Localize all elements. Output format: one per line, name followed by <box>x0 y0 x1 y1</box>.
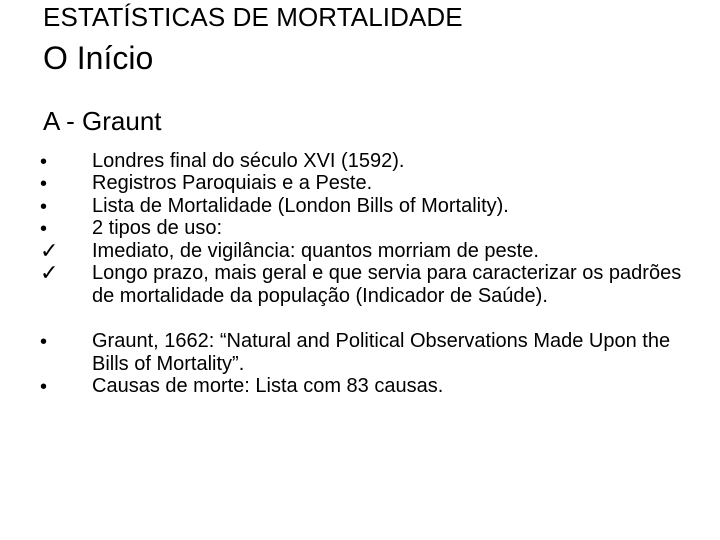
list-item-text: Londres final do século XVI (1592). <box>92 150 405 172</box>
bullet-dot-icon: • <box>40 196 48 218</box>
slide-title: ESTATÍSTICAS DE MORTALIDADE <box>43 2 463 32</box>
bullet-dot-icon: • <box>40 376 48 398</box>
bullet-dot-icon: • <box>40 331 48 353</box>
bullet-dot-icon: • <box>40 173 48 195</box>
section-heading: A - Graunt <box>43 106 162 136</box>
checkmark-icon: ✓ <box>40 261 59 286</box>
list-item-text: Registros Paroquiais e a Peste. <box>92 172 373 194</box>
list-item-text: Imediato, de vigilância: quantos morriam de peste. <box>92 240 539 262</box>
list-item-text: Lista de Mortalidade (London Bills of Mortality). <box>92 195 509 217</box>
list-item-text: Causas de morte: Lista com 83 causas. <box>92 375 444 397</box>
bullet-dot-icon: • <box>40 218 48 240</box>
list-item-text: Longo prazo, mais geral e que servia para caracterizar os padrões de mortalidade da população (Indicador de Saúde). <box>92 262 682 307</box>
bullet-dot-icon: • <box>40 151 48 173</box>
list-item-text: 2 tipos de uso: <box>92 217 223 239</box>
list-item-text: Graunt, 1662: “Natural and Political Observations Made Upon the Bills of Mortality”. <box>92 330 671 375</box>
checkmark-icon: ✓ <box>40 239 59 264</box>
slide-subtitle: O Início <box>43 40 154 76</box>
